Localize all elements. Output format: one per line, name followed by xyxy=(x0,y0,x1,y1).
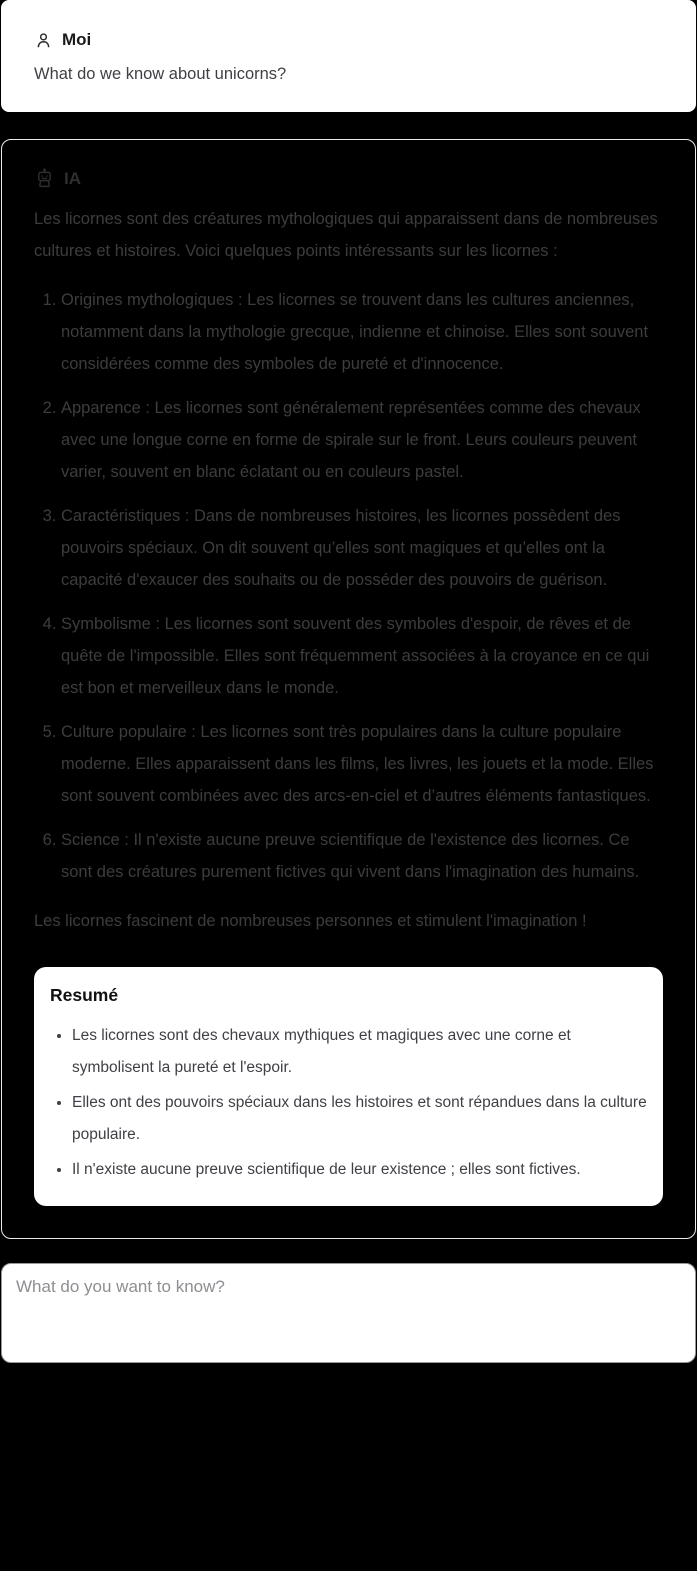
ai-sender-label: IA xyxy=(64,168,81,188)
ai-point-item: 6. Science : Il n'existe aucune preuve scientifique de l'existence des licornes. Ce sont des créatures purement fictives qui vivent dans l'imagination des humains. xyxy=(61,824,663,888)
summary-bullet: • Elles ont des pouvoirs spéciaux dans les histoires et sont répandues dans la culture populaire. xyxy=(72,1087,647,1151)
user-message-card xyxy=(1,0,696,112)
chat-input[interactable] xyxy=(1,1263,696,1363)
ai-point-item: 4. Symbolisme : Les licornes sont souvent des symboles d'espoir, de rêves et de quête de l'impossible. Elles sont fréquemment associées à la croyance en ce qui est bon et merveilleux dans le monde. xyxy=(61,608,663,704)
ai-closing-paragraph: Les licornes fascinent de nombreuses personnes et stimulent l'imagination ! xyxy=(34,912,587,930)
ai-intro-paragraph: Les licornes sont des créatures mythologiques qui apparaissent dans de nombreuses cultures et histoires. Voici quelques points intéressants sur les licornes : xyxy=(34,210,658,260)
summary-card xyxy=(34,967,663,1206)
summary-bullet: • Il n'existe aucune preuve scientifique de leur existence ; elles sont fictives. xyxy=(72,1154,647,1186)
summary-bullets-list xyxy=(50,1020,647,1186)
ai-message-card xyxy=(1,139,696,1239)
summary-bullet: • Les licornes sont des chevaux mythiques et magiques avec une corne et symbolisent la pureté et l'espoir. xyxy=(72,1020,647,1084)
ai-point-item: 5. Culture populaire : Les licornes sont très populaires dans la culture populaire moderne. Elles apparaissent dans les films, les livres, les jouets et la mode. Elles sont souvent combinées avec des arcs-en-ciel et d’autres éléments fantastiques. xyxy=(61,716,663,812)
ai-message-header xyxy=(34,168,663,189)
ai-point-item: 2. Apparence : Les licornes sont généralement représentées comme des chevaux avec une longue corne en forme de spirale sur le front. Leurs couleurs peuvent varier, souvent en blanc éclatant ou en couleurs pastel. xyxy=(61,392,663,488)
user-sender-label: Moi xyxy=(62,30,92,49)
ai-points-list xyxy=(34,284,663,888)
ai-point-item: 3. Caractéristiques : Dans de nombreuses histoires, les licornes possèdent des pouvoirs spéciaux. On dit souvent qu’elles sont magiques et qu’elles ont la capacité d'exaucer des souhaits ou de posséder des pouvoirs de guérison. xyxy=(61,500,663,596)
composer-area xyxy=(1,1263,696,1363)
ai-point-item: 1. Origines mythologiques : Les licornes se trouvent dans les cultures anciennes, notamment dans la mythologie grecque, indienne et chinoise. Elles sont souvent considérées comme des symboles de pureté et d'innocence. xyxy=(61,284,663,380)
user-message-text: What do we know about unicorns? xyxy=(34,65,287,83)
person-icon xyxy=(34,31,53,50)
summary-title: Resumé xyxy=(50,985,119,1005)
robot-icon xyxy=(34,168,55,189)
user-message-header xyxy=(34,30,663,50)
